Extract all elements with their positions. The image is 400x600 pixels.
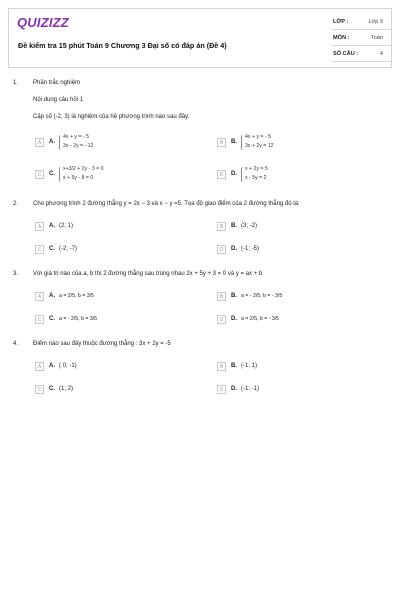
option-box[interactable]: A (35, 292, 44, 301)
question-subtitle: Nội dung câu hỏi 1 (33, 97, 84, 103)
option-label: A. (49, 293, 55, 299)
option-box[interactable]: D (217, 385, 226, 394)
option-value: (1; 2) (59, 386, 74, 392)
q4-option-c[interactable] (35, 385, 185, 397)
option-box[interactable]: C (35, 315, 44, 324)
option-label: B. (231, 223, 237, 229)
option-value: a = - 2/5, b = 3/5 (59, 316, 98, 322)
meta-class-value: Lớp 9 (368, 19, 383, 25)
question-text: Cho phương trình 2 đường thẳng y = 2x − 3 và x − y =5. Tọa độ giao điểm của 2 đường thẳng đó là: (33, 201, 300, 207)
option-box[interactable]: A (35, 362, 44, 371)
question-text: Với giá trị nào của a, b thì 2 đường thẳng sau trùng nhau 2x + 5y + 3 = 0 và y = ax + b (33, 271, 263, 277)
option-value: a = 2/5, b = - 3/5 (241, 316, 280, 322)
q3-option-b[interactable] (217, 292, 367, 304)
option-label: D. (231, 171, 237, 177)
option-label: D. (231, 386, 237, 392)
option-value: (-1; 1) (241, 363, 258, 369)
question-text: Điểm nào sau đây thuộc đường thẳng : 3x + 2y = -5 (33, 341, 171, 347)
option-box[interactable]: B (217, 292, 226, 301)
option-box[interactable]: A (35, 222, 44, 231)
question-section: Phần trắc nghiệm (33, 80, 81, 86)
meta-count-label: SỐ CÂU : (333, 51, 359, 57)
meta-subject-row (331, 31, 391, 46)
option-box[interactable]: D (217, 315, 226, 324)
option-box[interactable]: D (217, 170, 226, 179)
question-number: 4. (13, 341, 19, 347)
option-label: A. (49, 139, 55, 145)
q2-option-c[interactable] (35, 245, 185, 257)
option-label: B. (231, 293, 237, 299)
equation-line-1: 4x + y = - 5 (245, 134, 271, 140)
meta-class-label: LỚP : (333, 19, 349, 25)
quizizz-logo: QUIZIZZ (17, 15, 69, 30)
option-box[interactable]: C (35, 170, 44, 179)
q3-option-c[interactable] (35, 315, 185, 327)
q2-option-b[interactable] (217, 222, 367, 234)
option-label: B. (231, 139, 237, 145)
q2-option-a[interactable] (35, 222, 185, 234)
option-label: C. (49, 316, 55, 322)
q4-option-a[interactable] (35, 362, 185, 374)
option-value: a = 2/5, b = 3/5 (59, 293, 94, 299)
page-title: Đề kiểm tra 15 phút Toán 9 Chương 3 Đại số có đáp án (Đề 4) (18, 41, 227, 50)
equation-line-2: 3x + 2y = 12 (245, 143, 274, 149)
option-value: (3; -2) (241, 223, 258, 229)
option-label: A. (49, 223, 55, 229)
q1-option-b[interactable] (217, 134, 367, 150)
q1-option-d[interactable] (217, 166, 367, 182)
option-value: (-1; -1) (241, 386, 259, 392)
option-label: C. (49, 386, 55, 392)
meta-subject-value: Toán (370, 35, 383, 41)
meta-subject-label: MÔN : (333, 35, 350, 41)
option-label: A. (49, 363, 55, 369)
q1-option-c[interactable] (35, 166, 185, 182)
q2-option-d[interactable] (217, 245, 367, 257)
meta-count-value: 4 (379, 51, 383, 57)
option-value: (2; 1) (59, 223, 74, 229)
option-box[interactable]: B (217, 138, 226, 147)
meta-class-row (331, 15, 391, 30)
option-box[interactable]: B (217, 362, 226, 371)
equation-line-2: 3x - 2y = - 12 (63, 143, 94, 149)
option-value: a = - 2/5, b = - 3/5 (241, 293, 283, 299)
option-value: (-1; -5) (241, 246, 259, 252)
option-label: C. (49, 171, 55, 177)
option-value: (-2; -7) (59, 246, 77, 252)
option-label: D. (231, 246, 237, 252)
option-box[interactable]: A (35, 138, 44, 147)
q4-option-b[interactable] (217, 362, 367, 374)
meta-count-row (331, 47, 391, 62)
option-label: C. (49, 246, 55, 252)
equation-line-2: x - 5y = 2 (245, 175, 267, 181)
option-label: B. (231, 363, 237, 369)
question-number: 3. (13, 271, 19, 277)
option-label: D. (231, 316, 237, 322)
equation-line-2: x + 5y - 8 = 0 (63, 175, 94, 181)
option-box[interactable]: B (217, 222, 226, 231)
option-box[interactable]: D (217, 245, 226, 254)
worksheet-header (8, 8, 392, 68)
q3-option-a[interactable] (35, 292, 185, 304)
question-number: 1. (13, 80, 19, 86)
option-value: ( 0; -1) (59, 363, 77, 369)
question-text: Cặp số (-2, 3) là nghiệm của hệ phương trình nào sau đây: (33, 114, 190, 120)
option-box[interactable]: C (35, 385, 44, 394)
equation-line-1: x + 2y = 5 (245, 166, 268, 172)
q3-option-d[interactable] (217, 315, 367, 327)
q1-option-a[interactable] (35, 134, 185, 150)
equation-line-1: x+3/2 + 2y - 3 = 0 (63, 166, 104, 172)
q4-option-d[interactable] (217, 385, 367, 397)
question-number: 2. (13, 201, 19, 207)
equation-line-1: 4x + y = - 5 (63, 134, 89, 140)
option-box[interactable]: C (35, 245, 44, 254)
